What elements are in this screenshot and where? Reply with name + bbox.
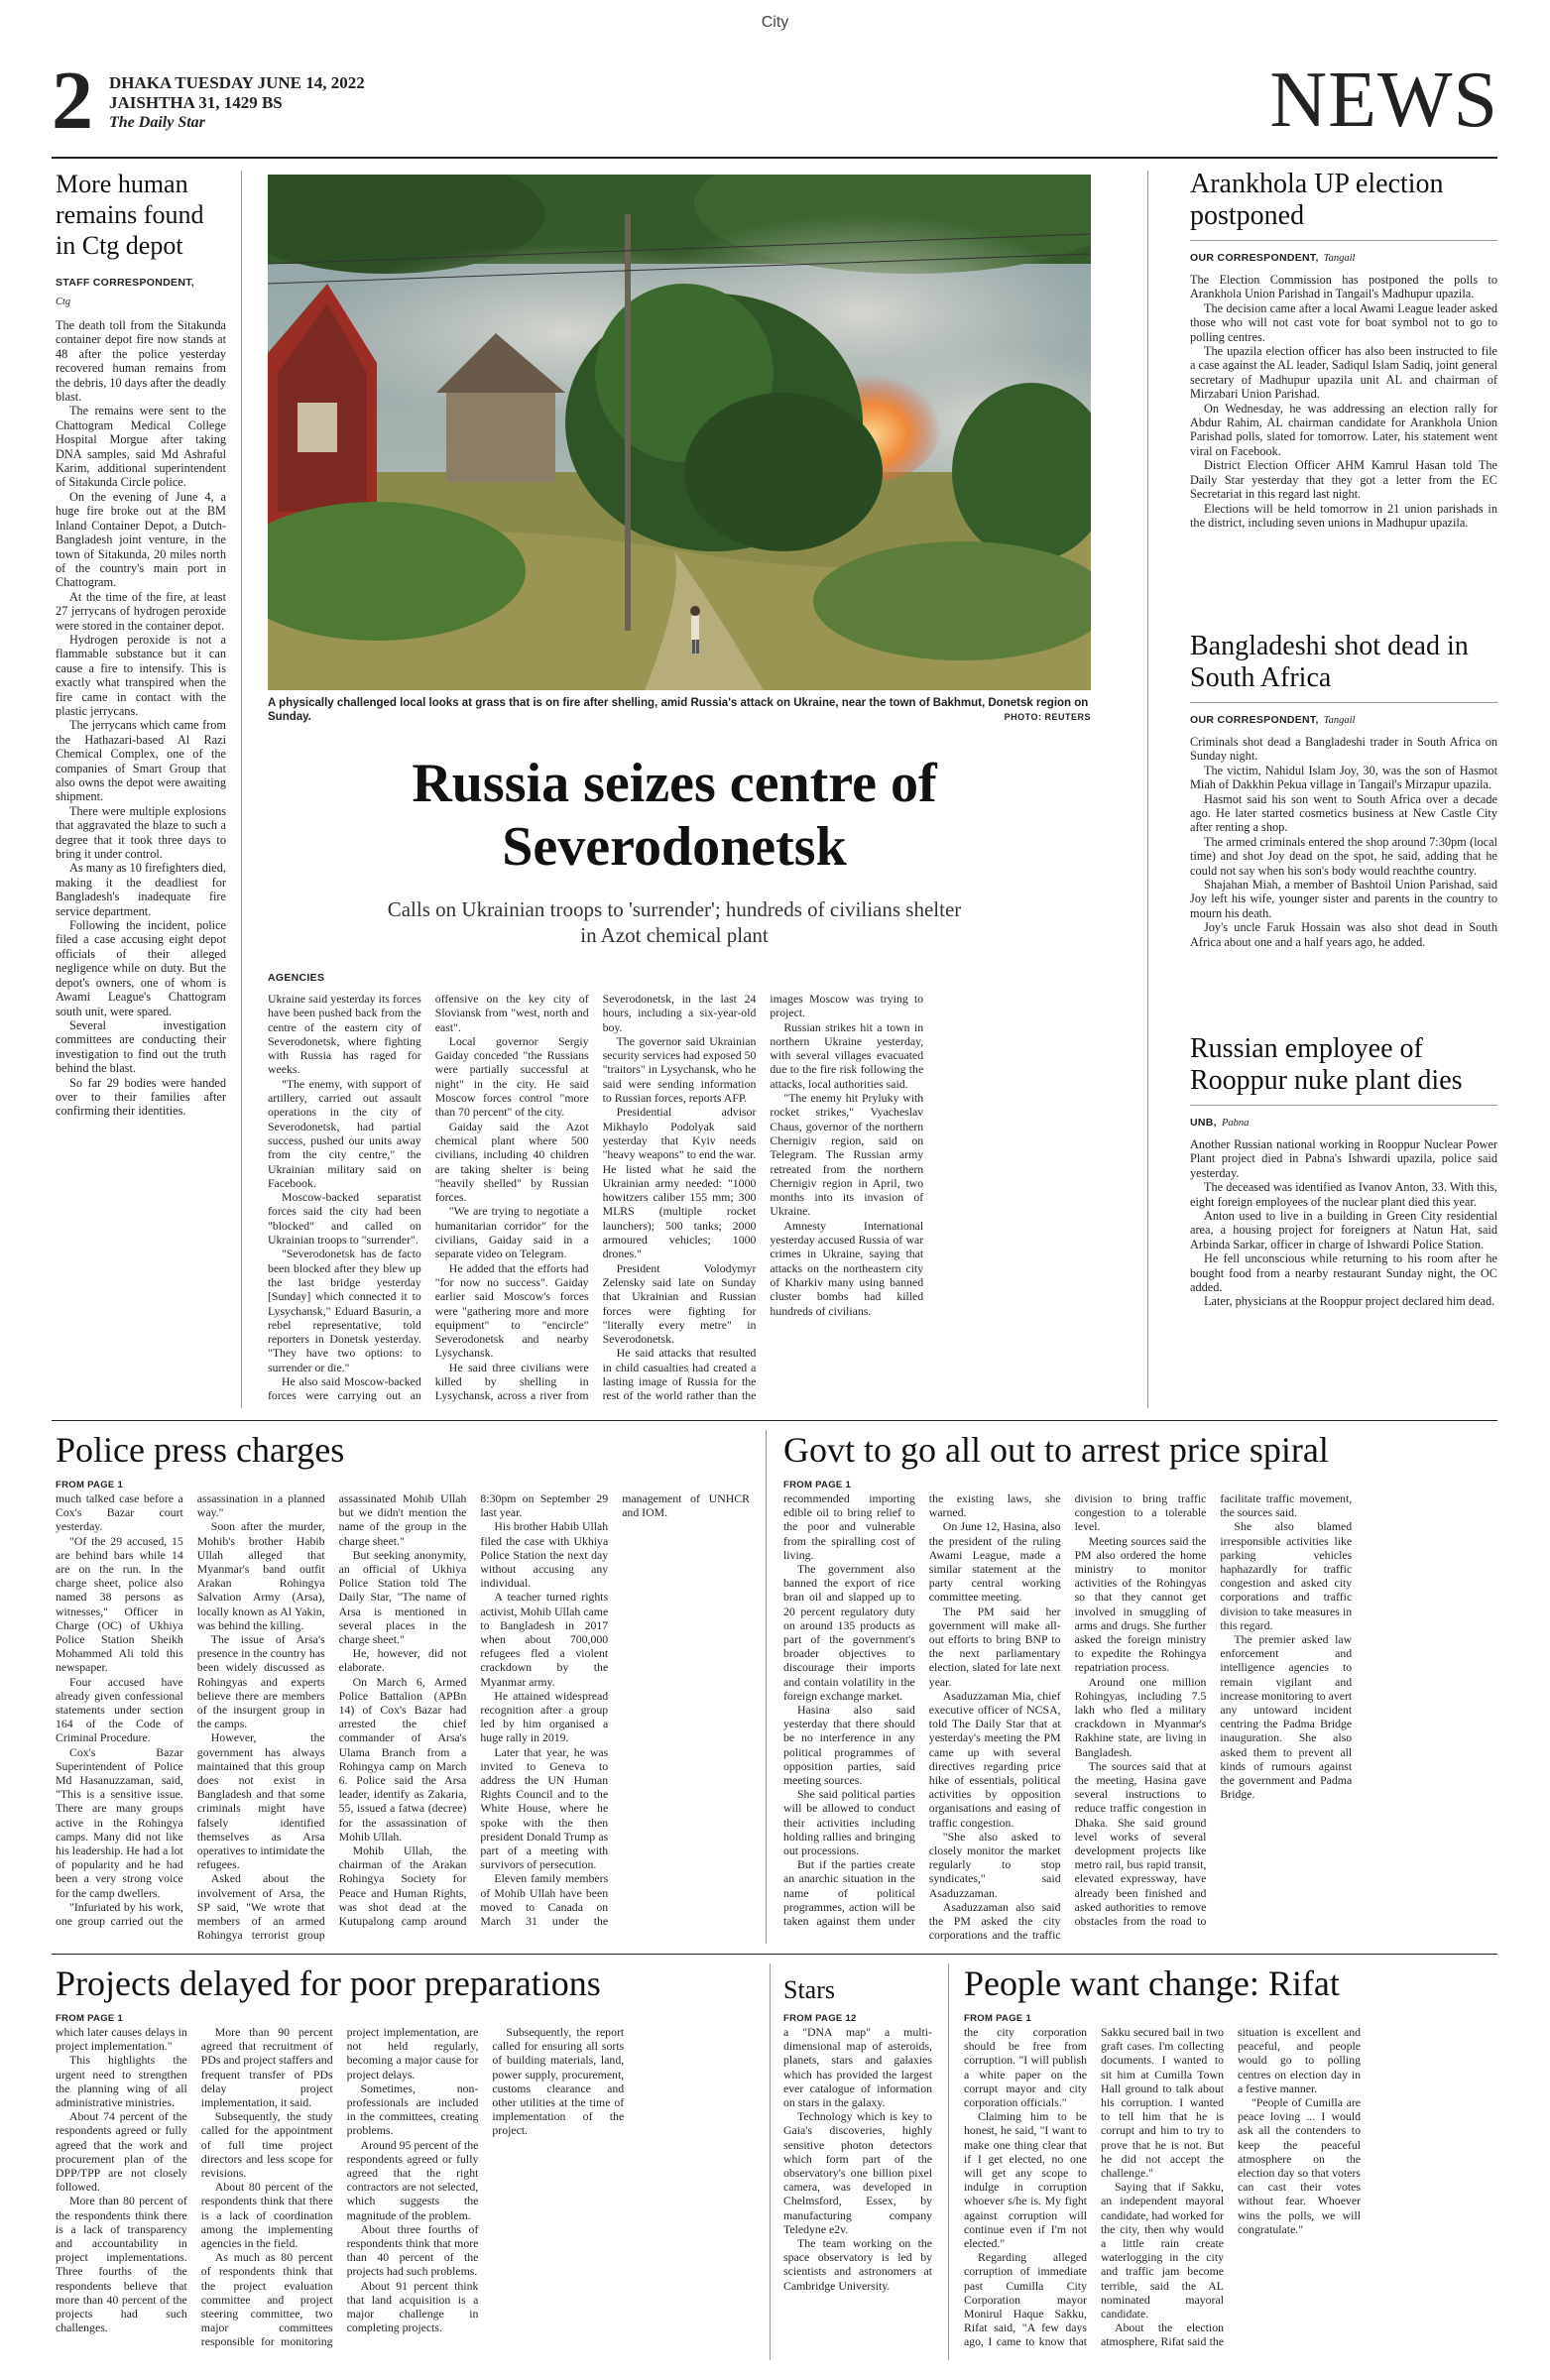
rifat-from: FROM PAGE 1 [964,2013,1032,2024]
arankhola-byline-block [1190,240,1497,265]
paragraph: Cox's Bazar Superintendent of Police Md Hasanuzzaman, said, "This is a sensitive issue. There are many groups active in the Rohingya camps. Many did not like his leadership. He had a lot of popularity and he had been a very strong voice for the camp dwellers. [56,1744,183,1900]
paragraph: The Election Commission has postponed the polls to Arankhola Union Parishad in Tangail's Madhupur upazila. [1190,273,1497,301]
paragraph: Around 95 percent of the respondents agreed or fully agreed that the right contractors are not selected, which suggests the magnitude of the problem. [346,2137,479,2222]
paragraph: "The enemy, with support of artillery, carried out assault operations in the city of Severodonetsk, had partial success, pushed our units away from the city centre," the Ukrainian military said on Facebook. [268,1076,421,1190]
paragraph: Regarding alleged corruption of immediate past Cumilla City Corporation mayor Monirul Haque Sakku, Rifat said, "A few days ago, I came to know that Sakku secured bail in two graft cases. I'm collecting documents. I wanted to sit him at Cumilla Town Hall ground to talk about his corruption. I wanted to tell him that he is corrupt and him to try to prove that he is not. But he did not accept the challenge." [964,2025,1224,2349]
south-africa-body [1190,735,1497,949]
paragraph: Hasmot said his son went to South Africa over a decade ago. He later started cosmetics business at New Castle City after renting a shop. [1190,791,1497,835]
column-rule [948,1964,949,2360]
paragraph: "She also asked to closely monitor the market regularly to stop syndicates," said Asaduzzaman. [928,1829,1061,1900]
police-from: FROM PAGE 1 [56,1480,124,1490]
paragraph: There were multiple explosions that aggravated the blaze to such a degree that it took three days to bring it under control. [56,803,226,862]
paragraph: The death toll from the Sitakunda container depot fire now stands at 48 after the police yesterday recovered human remains from the debris, 10 days after the deadly blast. [56,318,226,405]
paragraph: On Wednesday, he was addressing an election rally for Abdur Rahim, AL chairman candidate for Arankhola Union Parishad polls, slated for tomorrow. Later, his statement went viral on Facebook. [1190,401,1497,458]
paragraph: Elections will be held tomorrow in 21 union parishads in the district, including seven unions in Madhupur upazila. [1190,501,1497,530]
paragraph: She also blamed irresponsible activities like parking vehicles haphazardly for traffic congestion and asked city corporations and traffic division to take measures in this regard. [1220,1519,1353,1632]
paragraph: Asaduzzaman also said the PM asked the city corporations and the traffic division to bring traffic congestion to a tolerable level. [928,1491,1207,1943]
paragraph: On March 6, Armed Police Battalion (APBn 14) of Cox's Bazar had arrested the chief commander of Arsa's Ulama Branch from a Rohingya camp on March 6. Police said the Arsa leader, identify as Zakaria, 55, issued a fatwa (decree) for the assassination of Mohib Ullah. [338,1674,467,1844]
paragraph: Hydrogen peroxide is not a flammable substance but it can cause a fire to intensify. This is exactly what transpired when the fire came in contact with the plastic jerrycans. [56,632,226,718]
paragraph: He attained widespread recognition after a group led by him organised a huge rally in 2019. [480,1688,609,1745]
stars-body [783,2025,932,2362]
left-story-location: Ctg [56,297,71,307]
projects-body [56,2025,770,2362]
paragraph: So far 29 bodies were handed over to their families after confirming their identities. [56,1075,226,1119]
right-story-south-africa [1190,631,1497,949]
arankhola-byline: OUR CORRESPONDENT, [1190,252,1319,264]
govt-headline: Govt to go all out to arrest price spiral [783,1430,1329,1470]
paragraph: He, however, did not elaborate. [338,1646,467,1675]
rifat-headline: People want change: Rifat [964,1964,1340,2003]
column-rule [241,171,242,1408]
paragraph: Around one million Rohingyas, including 7.5 lakh who fled a military crackdown in Myanmar's Rakhine state, are living in Bangladesh. [1074,1674,1207,1759]
projects-from: FROM PAGE 1 [56,2013,124,2024]
page-number: 2 [52,55,93,147]
paragraph: President Volodymyr Zelensky said late on Sunday that Ukrainian and Russian forces were fighting for "literally every metre" in Severodonetsk. [602,1260,757,1347]
paragraph: The remains were sent to the Chattogram Medical College Hospital Morgue after taking DNA samples, said Md Ashraful Karim, additional superintendent of Sitakunda Circle police. [56,404,226,490]
paragraph: Another Russian national working in Rooppur Nuclear Power Plant project died in Pabna's Ishwardi upazila, police said yesterday. [1190,1137,1497,1180]
arankhola-body [1190,273,1497,530]
paragraph: Claiming him to be honest, he said, "I want to make one thing clear that if I get elected, no one will get any scope to indulge in corruption whoever s/he is. My fight against corruption will continue even if I'm not elected." [964,2109,1087,2251]
paragraph: recommended importing edible oil to bring relief to the poor and vulnerable from the spiralling cost of living. [783,1491,915,1562]
arankhola-headline: Arankhola UP election postponed [1190,169,1444,231]
paragraph: His brother Habib Ullah filed the case with Ukhiya Police Station the next day without accusing any individual. [480,1519,609,1591]
paragraph: "Infuriated by his work, one group carried out the assassination in a planned way." [56,1491,325,1929]
paragraph: The PM said her government will make all-out efforts to bring BNP to the next parliamentary election, slated for late next year. [928,1604,1061,1689]
paragraph: Four accused have already given confessional statements under section 164 of the Code of Criminal Procedure. [56,1674,183,1745]
paragraph: Following the incident, police filed a case accusing eight depot officials of their alleged negligence while on duty. But the depot's owners, one of whom is Awami League's Chattogram south unit, were spared. [56,918,226,1018]
south-africa-byline: OUR CORRESPONDENT, [1190,714,1319,726]
paragraph: On the evening of June 4, a huge fire broke out at the BM Inland Container Depot, a Dutch-Bangladesh joint venture, in the town of Sitakunda, 20 miles north of the country's main port in Chattogram. [56,489,226,590]
paragraph: The sources said that at the meeting, Hasina gave several instructions to reduce traffic congestion in Dhaka. She said ground level works of several development projects like metro rail, bus rapid transit, elevated expressway, have already been finished and asked authorities to remove obstacles from the road to facilitate traffic movement, the sources said. [1074,1491,1353,1929]
paper-logo: The Daily Star [109,114,205,131]
govt-from: FROM PAGE 1 [783,1480,852,1490]
paragraph: The issue of Arsa's presence in the country has been widely discussed as Rohingyas and experts believe there are members of the insurgent group in the camps. [196,1632,325,1731]
lead-photo [268,175,1091,690]
paragraph: The team working on the space observatory is led by scientists and astronomers at Cambridge University. [783,2236,932,2293]
rooppur-byline: UNB, [1190,1117,1217,1129]
lead-byline [268,966,324,985]
bangla-date: JAISHTHA 31, 1429 BS [109,93,283,112]
left-story-byline: STAFF CORRESPONDENT, [56,277,194,289]
police-body [56,1491,750,1943]
paragraph: On June 12, Hasina, also the president of the ruling Awami League, made a similar statement at the party central working committee meeting. [928,1519,1061,1605]
paragraph: The armed criminals entered the shop around 7:30pm (local time) and shot Joy dead on the spot, he said, adding that he could not say when his son's body would reachthe country. [1190,834,1497,878]
projects-headline: Projects delayed for poor preparations [56,1964,601,2003]
paragraph: Joy's uncle Faruk Hossain was also shot dead in South Africa about one and a half years ago, he added. [1190,920,1497,949]
paragraph: a "DNA map" a multi-dimensional map of asteroids, planets, stars and galaxies which has provided the largest ever catalogue of information on stars in the galaxy. [783,2025,932,2110]
shelling-fire-photo [268,175,1091,690]
paragraph: The governor said Ukrainian security services had exposed 50 "traitors" in Lysychansk, who he said were sending information to Russian forces, reports AFP. [602,1033,757,1106]
paragraph: The deceased was identified as Ivanov Anton, 33. With this, eight foreign employees of the nuclear plant died this year. [1190,1180,1497,1209]
paragraph: Later that year, he was invited to Geneva to address the UN Human Rights Council and to the White House, where he spoke with the then president Donald Trump as part of a meeting with survivors of persecution. [480,1744,609,1872]
paragraph: The jerrycans which came from the Hathazari-based Al Razi Chemical Complex, one of the companies of Smart Group that also owns the depot were awaiting shipment. [56,718,226,804]
paragraph: Russian strikes hit a town in northern Ukraine yesterday, with several villages evacuated due to the fire risk following the attacks, local authorities said. [770,1019,924,1091]
south-africa-location: Tangail [1323,715,1356,726]
rooppur-headline: Russian employee of Rooppur nuke plant dies [1190,1033,1463,1096]
paragraph: Anton used to live in a building in Green City residential area, a housing project for foreigners at Natun Hat, said Arbinda Sarkar, officer in charge of Ishwardi Police Station. [1190,1209,1497,1251]
paragraph: About the election atmosphere, Rifat said the situation is excellent and peaceful, and people would go to polling centres on election day in a festive manner. [1101,2025,1361,2349]
rifat-body [964,2025,1497,2362]
paragraph: But if the parties create an anarchic situation in the name of political programmes, action will be taken against them under the existing laws, she warned. [783,1491,1061,1929]
paragraph: He said attacks that resulted in child casualties had created a lasting image of Russia for the rest of the world rather than the images Moscow was trying to project. [602,992,924,1403]
paragraph: However, the government has always maintained that this group does not exist in Bangladesh and that some criminals might have falsely identified themselves as Arsa operatives to intimidate the refugees. [196,1730,325,1872]
south-africa-byline-block [1190,702,1497,727]
paragraph: Gaiday said the Azot chemical plant where 500 civilians, including 40 children are taking shelter is being "heavily shelled" by Russian forces. [434,1119,589,1205]
paragraph: Later, physicians at the Rooppur project declared him dead. [1204,1294,1495,1309]
lead-byline-text: AGENCIES [268,972,325,984]
paragraph: The government also banned the export of rice bran oil and slapped up to 20 percent regulatory duty on around 135 products as part of the government's broader objectives to discourage their imports and contain volatility in the foreign exchange market. [783,1562,915,1703]
arankhola-location: Tangail [1323,253,1356,264]
paragraph: As many as 10 firefighters died, making it the deadliest for Bangladesh's inadequate fire service department. [56,861,226,918]
column-rule [766,1430,767,1944]
paragraph: A teacher turned rights activist, Mohib Ullah came to Bangladesh in 2017 when about 700,000 refugees fled a violent crackdown by the Myanmar army. [480,1590,609,1689]
section-title: NEWS [1269,57,1498,144]
paragraph: The premier asked law enforcement and intelligence agencies to remain vigilant and increase monitoring to avert any untoward incident centring the Padma Bridge inauguration. She also asked them to prevent all kinds of rumours against the government and Padma Bridge. [1220,1632,1353,1802]
rooppur-body [1190,1137,1497,1309]
photo-caption: A physically challenged local looks at grass that is on fire after shelling, amid Russia's attack on Ukraine, near the town of Bakhmut, Donetsk region on Sunday. [268,697,1089,723]
section-rule [52,1954,1497,1955]
date-line: DHAKA TUESDAY JUNE 14, 2022 [109,73,365,92]
paragraph: More than 80 percent of the respondents think there is a lack of transparency and accountability in project implementations. Three fourths of the respondents believe that more than 40 percent of the projects had such challenges. [56,2194,187,2335]
paragraph: About 91 percent think that land acquisition is a major challenge in completing projects. [346,2278,479,2335]
paragraph: "Of the 29 accused, 15 are behind bars while 14 are on the run. In the charge sheet, police also named 38 persons as witnesses," Officer in Charge (OC) of Ukhiya Police Station Sheikh Mohammed Ali told this newspaper. [56,1533,183,1675]
paragraph: District Election Officer AHM Kamrul Hasan told The Daily Star yesterday that they got a letter from the EC Secretariat in this regard last night. [1190,458,1497,502]
column-rule [1147,171,1148,1408]
paragraph: "The enemy hit Pryluky with rocket strikes," Vyacheslav Chaus, governor of the northern Chernigiv region, said on Telegram. The Russian army retreated from the northern Chernigiv region in April, two months into its invasion of Ukraine. [770,1091,924,1219]
paragraph: "We are trying to negotiate a humanitarian corridor" for the civilians, Gaiday said in a separate video on Telegram. [434,1204,589,1261]
paragraph: As much as 80 percent of respondents think that the project evaluation committee and project steering committee, two major committees responsible for monitoring project implementation, are not held regularly, becoming a major cause for project delays. [200,2025,479,2349]
paragraph: At the time of the fire, at least 27 jerrycans of hydrogen peroxide were stored in the container depot. [56,589,226,633]
stars-from: FROM PAGE 12 [783,2013,857,2024]
paragraph: which later causes delays in project implementation." [56,2025,187,2054]
paragraph: He fell unconscious while returning to his room after he bought food from a nearby restaurant Sunday night, the OC added. [1190,1251,1497,1295]
paragraph: He said three civilians were killed by shelling in Lysychansk, across a river from Severodonetsk, in the last 24 hours, including a six-year-old boy. [434,992,757,1403]
paragraph: Several investigation committees are conducting their investigation to find out the truth behind the blast. [56,1017,226,1076]
paragraph: Hasina also said yesterday that there should be no interference in any political programmes of opposition parties, said meeting sources. [783,1703,915,1788]
lead-headline: Russia seizes centre of Severodonetsk [412,753,937,878]
paragraph: Shajahan Miah, a member of Bashtoil Union Parishad, said Joy left his wife, younger sister and parents in the country to mourn his death. [1190,878,1497,920]
photo-credit: PHOTO: REUTERS [1004,712,1091,722]
section-rule [52,1420,1497,1421]
paragraph: Sometimes, non-professionals are included in the committees, creating problems. [346,2081,479,2138]
paragraph: "Severodonetsk has de facto been blocked after they blew up the last bridge yesterday [Sunday] which connected it to Lysychansk," Eduard Basurin, a rebel representative, told reporters in Donetsk yesterday. "They have two options: to surrender or die." [268,1247,421,1374]
paragraph: Meeting sources said the PM also ordered the home ministry to monitor activities of the Rohingyas so that they cannot get involved in smuggling of arms and drugs. She further asked the foreign ministry to expedite the Rohingya repatriation process. [1074,1533,1207,1675]
paragraph: This highlights the urgent need to strengthen the planning wing of all administrative ministries. [56,2053,187,2110]
column-rule [770,1964,771,2360]
paragraph: About 80 percent of the respondents think that there is a lack of coordination among the implementing agencies in the field. [200,2180,333,2251]
paragraph: Mohib Ullah, the chairman of the Arakan Rohingya Society for Peace and Human Rights, was shot dead at the Kutupalong camp around 8:30pm on September 29 last year. [338,1491,609,1929]
paragraph: About three fourths of respondents think that more than 40 percent of the projects had such problems. [346,2221,479,2279]
paragraph: Moscow-backed separatist forces said the city had been "blocked" and called on Ukrainian troops to "surrender". [268,1190,421,1248]
paragraph: Saying that if Sakku, an independent mayoral candidate, had worked for the city, then why would a little rain create waterlogging in the city and traffic jam become terrible, said the AL nominated mayoral candidate. [1101,2180,1224,2321]
right-story-rooppur [1190,1033,1497,1309]
dateline [109,73,365,133]
left-story-byline-block [56,271,226,308]
header-rule [52,157,1497,159]
paragraph: Local governor Sergiy Gaiday conceded "the Russians were partially successful at night" in the city. He said Moscow forces control "more than 70 percent" of the city. [434,1033,589,1120]
govt-body [783,1491,1497,1943]
left-story-headline: More human remains found in Ctg depot [56,170,204,260]
south-africa-headline: Bangladeshi shot dead in South Africa [1190,631,1469,693]
paragraph: Presidential advisor Mikhaylo Podolyak said yesterday that Kyiv needs "heavy weapons" to end the war. He listed what he said the Ukrainian army needed: "1000 howitzers caliber 155 mm; 300 MLRS (multiple rocket launchers); 500 tanks; 2000 armoured vehicles; 1000 drones." [602,1105,757,1261]
paragraph: the city corporation should be free from corruption. "I will publish a white paper on the corrupt mayor and city corporation officials." [964,2025,1087,2110]
paragraph: He added that the efforts had "for now no success". Gaiday earlier said Moscow's forces were "gathering more and more equipment" to "encircle" Severodonetsk and nearby Lysychansk. [434,1260,589,1361]
paragraph: much talked case before a Cox's Bazar court yesterday. [56,1491,183,1534]
paragraph: He also said Moscow-backed forces were carrying out an offensive on the key city of Sloviansk from "west, north and east". [268,992,589,1403]
paragraph: Subsequently, the study called for the appointment of full time project directors and less scope for revisions. [200,2109,333,2181]
paragraph: Ukraine said yesterday its forces have been pushed back from the centre of the eastern city of Severodonetsk, where fighting with Russia has raged for weeks. [268,992,421,1077]
police-headline: Police press charges [56,1430,345,1470]
paragraph: "People of Cumilla are peace loving ... I would ask all the contenders to keep the peaceful atmosphere on the election day so that voters can cast their votes without fear. Whoever wins the polls, we will congratulate." [1238,2095,1361,2236]
lead-subhead: Calls on Ukrainian troops to 'surrender'; hundreds of civilians shelter in Azot chemical plant [387,897,962,947]
paragraph: About 74 percent of the respondents agreed or fully agreed that the work and procurement plan of the DPP/TPP are not closely followed. [56,2109,187,2195]
paragraph: Criminals shot dead a Bangladeshi trader in South Africa on Sunday night. [1190,735,1497,764]
paragraph: The upazila election officer has also been instructed to file a case against the AL leader, Sadiqul Islam Sadiq, joint general secretary of Madhupur upazila unit AL and chairman of Mirzabari Union Parishad. [1190,344,1497,402]
rooppur-location: Pabna [1221,1118,1250,1129]
paragraph: She said political parties will be allowed to conduct their activities including holding rallies and bringing out processions. [783,1787,915,1858]
paragraph: Technology which is key to Gaia's discoveries, highly sensitive photon detectors which form part of the observatory's one billion pixel camera, was developed in Chelmsford, Essex, by manufacturing company Teledyne e2v. [783,2109,932,2236]
paragraph: Subsequently, the report called for ensuring all sorts of building materials, land, power supply, procurement, customs clearance and other utilities at the time of implementation of the project. [492,2025,625,2138]
paragraph: The decision came after a local Awami League leader asked those who will not cast vote for boat symbol not to go to polling centres. [1190,300,1497,344]
paragraph: Amnesty International yesterday accused Russia of war crimes in Ukraine, saying that attacks on the northeastern city of Kharkiv many using banned cluster bombs had killed hundreds of civilians. [770,1218,924,1318]
paragraph: Soon after the murder, Mohib's brother Habib Ullah alleged that Myanmar's band outfit Arakan Rohingya Salvation Army (Arsa), locally known as Al Yakin, was behind the killing. [196,1519,325,1632]
right-story-arankhola [1190,169,1497,530]
paragraph: The victim, Nahidul Islam Joy, 30, was the son of Hasmot Miah of Dakkhin Pekua village in Tangail's Mirzapur upazila. [1190,763,1497,792]
paragraph: More than 90 percent agreed that recruitment of PDs and project staffers and frequent transfer of PDs delay project implementation, it said. [200,2025,333,2110]
paragraph: Asaduzzaman Mia, chief executive officer of NCSA, told The Daily Star that at yesterday's meeting the PM came up with several directives regarding price hike of essentials, political activities by opposition organisations and easing of traffic congestion. [928,1688,1061,1830]
lead-story-body [268,992,1091,1408]
paragraph: But seeking anonymity, an official of Ukhiya Police Station told The Daily Star, "The name of Arsa is mentioned in several places in the charge sheet." [338,1547,467,1647]
paragraph: Eleven family members of Mohib Ullah have been moved to Canada on March 31 under the management of UNHCR and IOM. [480,1491,750,1929]
stars-headline: Stars [783,1975,835,2004]
page-category-label: City [761,14,789,31]
paragraph: Asked about the involvement of Arsa, the SP said, "We wrote that members of an armed Rohingya terrorist group assassinated Mohib Ullah but we didn't mention the name of the group in the charge sheet." [196,1491,467,1943]
rooppur-byline-block [1190,1105,1497,1130]
